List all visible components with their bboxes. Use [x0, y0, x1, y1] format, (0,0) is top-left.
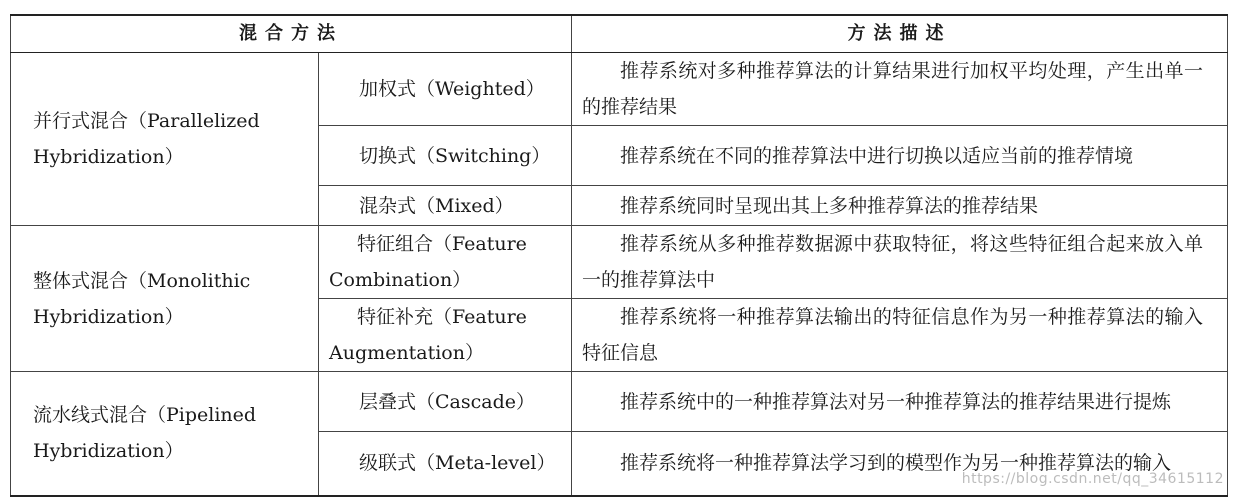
method-cell: [319, 126, 572, 186]
method-name: 级联式（Meta-level）: [359, 452, 556, 475]
table-row: [11, 372, 1228, 432]
desc-cell: [572, 126, 1228, 186]
header-mix-method: 混合方法: [11, 15, 572, 53]
category-parallelized: [11, 53, 319, 226]
category-en: Hybridization）: [33, 440, 184, 463]
method-description: 推荐系统从多种推荐数据源中获取特征，将这些特征组合起来放入单一的推荐算法中: [582, 233, 1203, 291]
method-cell: [319, 372, 572, 432]
method-name: 特征组合（Feature Combination）: [329, 233, 527, 291]
category-en: Hybridization）: [33, 305, 184, 328]
desc-cell: [572, 186, 1228, 226]
category-en: Hybridization）: [33, 146, 184, 168]
method-description: 推荐系统将一种推荐算法学习到的模型作为另一种推荐算法的输入: [620, 452, 1172, 475]
desc-cell: [572, 226, 1228, 299]
method-description: 推荐系统中的一种推荐算法对另一种推荐算法的推荐结果进行提炼: [620, 390, 1172, 413]
category-monolithic: [11, 226, 319, 372]
method-description: 推荐系统将一种推荐算法输出的特征信息作为另一种推荐算法的输入特征信息: [582, 306, 1203, 364]
method-name: 切换式（Switching）: [359, 144, 551, 167]
desc-cell: [572, 372, 1228, 432]
method-name: 特征补充（Feature Augmentation）: [329, 306, 527, 364]
method-cell: [319, 226, 572, 299]
header-method-description: 方法描述: [572, 15, 1228, 53]
header-row: [11, 15, 1228, 53]
method-cell: [319, 299, 572, 372]
method-name: 层叠式（Cascade）: [359, 390, 535, 413]
category-cn: 流水线式混合（Pipelined: [33, 404, 257, 427]
category-cn: 并行式混合（Parallelized: [33, 110, 260, 132]
method-description: 推荐系统对多种推荐算法的计算结果进行加权平均处理，产生出单一的推荐结果: [582, 60, 1203, 118]
desc-cell: [572, 299, 1228, 372]
hybrid-methods-table: [10, 14, 1228, 497]
category-cn: 整体式混合（Monolithic: [33, 269, 251, 292]
method-description: 推荐系统在不同的推荐算法中进行切换以适应当前的推荐情境: [620, 144, 1134, 167]
table-row: [11, 226, 1228, 299]
category-pipelined: [11, 372, 319, 496]
table-container: [10, 14, 1228, 489]
watermark-text: https://blog.csdn.net/qq_34615112: [961, 471, 1224, 487]
method-cell: [319, 186, 572, 226]
method-cell: [319, 53, 572, 126]
method-cell: [319, 432, 572, 496]
method-description: 推荐系统同时呈现出其上多种推荐算法的推荐结果: [620, 194, 1039, 217]
desc-cell: [572, 53, 1228, 126]
table-row: [11, 53, 1228, 126]
method-name: 加权式（Weighted）: [359, 78, 545, 100]
method-name: 混杂式（Mixed）: [359, 194, 514, 217]
